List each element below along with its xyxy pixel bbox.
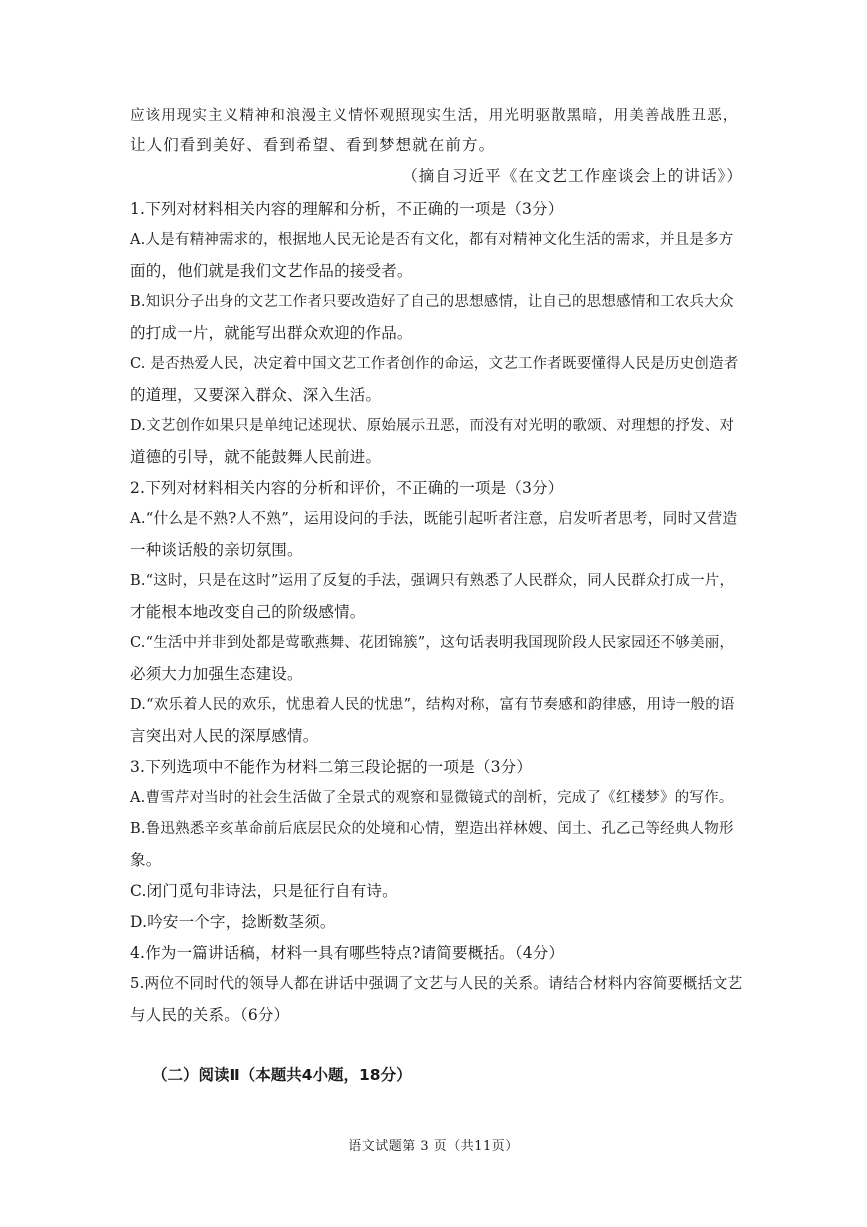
question-1-option-b: B.知识分子出身的文艺工作者只要改造好了自己的思想感情，让自己的思想感情和工农兵大众 xyxy=(130,294,734,310)
question-5-stem: 5.两位不同时代的领导人都在讲话中强调了文艺与人民的关系。请结合材料内容简要概括文艺 xyxy=(130,975,743,992)
question-2-option-c: C.“生活中并非到处都是莺歌燕舞、花团锦簇”，这句话表明我国现阶段人民家园还不够美丽， xyxy=(130,635,735,651)
question-1-option-d: D.文艺创作如果只是单纯记述现状、原始展示丑恶，而没有对光明的歌颂、对理想的抒发、对 xyxy=(130,418,735,434)
page-footer: 语文试题第 3 页（共11页） xyxy=(348,1139,519,1154)
question-4-stem: 4.作为一篇讲话稿，材料一具有哪些特点?请简要概括。（4分） xyxy=(130,944,565,962)
question-3-option-b-cont: 象。 xyxy=(130,851,162,869)
question-2-option-b-cont: 才能根本地改变自己的阶级感情。 xyxy=(130,603,366,621)
question-3-stem: 3.下列选项中不能作为材料二第三段论据的一项是（3分） xyxy=(130,758,533,776)
question-1-option-a: A.人是有精神需求的，根据地人民无论是否有文化，都有对精神文化生活的需求，并且是多方 xyxy=(130,232,734,248)
question-3-option-b: B.鲁迅熟悉辛亥革命前后底层民众的处境和心情，塑造出祥林嫂、闰土、孔乙己等经典人物形 xyxy=(130,821,734,837)
question-2-option-c-cont: 必须大力加强生态建设。 xyxy=(130,665,303,683)
question-1-option-c: C. 是否热爱人民，决定着中国文艺工作者创作的命运，文艺工作者既要懂得人民是历史创造者 xyxy=(130,356,739,372)
question-2-option-d: D.“欢乐着人民的欢乐，忧患着人民的忧患”，结构对称，富有节奏感和韵律感，用诗一般的语 xyxy=(130,697,735,713)
excerpt-line-1: 应该用现实主义精神和浪漫主义情怀观照现实生活，用光明驱散黑暗，用美善战胜丑恶， xyxy=(130,108,739,124)
question-2-option-d-cont: 言突出对人民的深厚感情。 xyxy=(130,727,319,745)
question-1-option-c-cont: 的道理，又要深入群众、深入生活。 xyxy=(130,386,382,404)
question-1-option-d-cont: 道德的引导，就不能鼓舞人民前进。 xyxy=(130,448,382,466)
excerpt-source: （摘自习近平《在文艺工作座谈会上的讲话》） xyxy=(402,167,743,185)
question-2-option-b: B.“这时，只是在这时”运用了反复的手法，强调只有熟悉了人民群众，同人民群众打成一片， xyxy=(130,573,735,589)
question-3-option-a: A.曹雪芹对当时的社会生活做了全景式的观察和显微镜式的剖析，完成了《红楼梦》的写作。 xyxy=(130,790,734,806)
section-heading: （二）阅读Ⅱ（本题共4小题，18分） xyxy=(152,1066,412,1084)
question-2-option-a-cont: 一种谈话般的亲切氛围。 xyxy=(130,541,303,559)
question-1-option-b-cont: 的打成一片，就能写出群众欢迎的作品。 xyxy=(130,324,413,342)
question-2-stem: 2.下列对材料相关内容的分析和评价，不正确的一项是（3分） xyxy=(130,479,564,497)
excerpt-line-2: 让人们看到美好、看到希望、看到梦想就在前方。 xyxy=(130,136,496,154)
question-2-option-a: A.“什么是不熟?人不熟”，运用设问的手法，既能引起听者注意，启发听者思考，同时又营造 xyxy=(130,510,738,527)
question-5-stem-cont: 与人民的关系。（6分） xyxy=(130,1006,290,1024)
question-1-stem: 1.下列对材料相关内容的理解和分析，不正确的一项是（3分） xyxy=(130,200,564,218)
question-3-option-c: C.闭门觅句非诗法，只是征行自有诗。 xyxy=(130,882,398,900)
question-1-option-a-cont: 面的，他们就是我们文艺作品的接受者。 xyxy=(130,262,413,280)
question-3-option-d: D.吟安一个字，捻断数茎须。 xyxy=(130,913,336,931)
